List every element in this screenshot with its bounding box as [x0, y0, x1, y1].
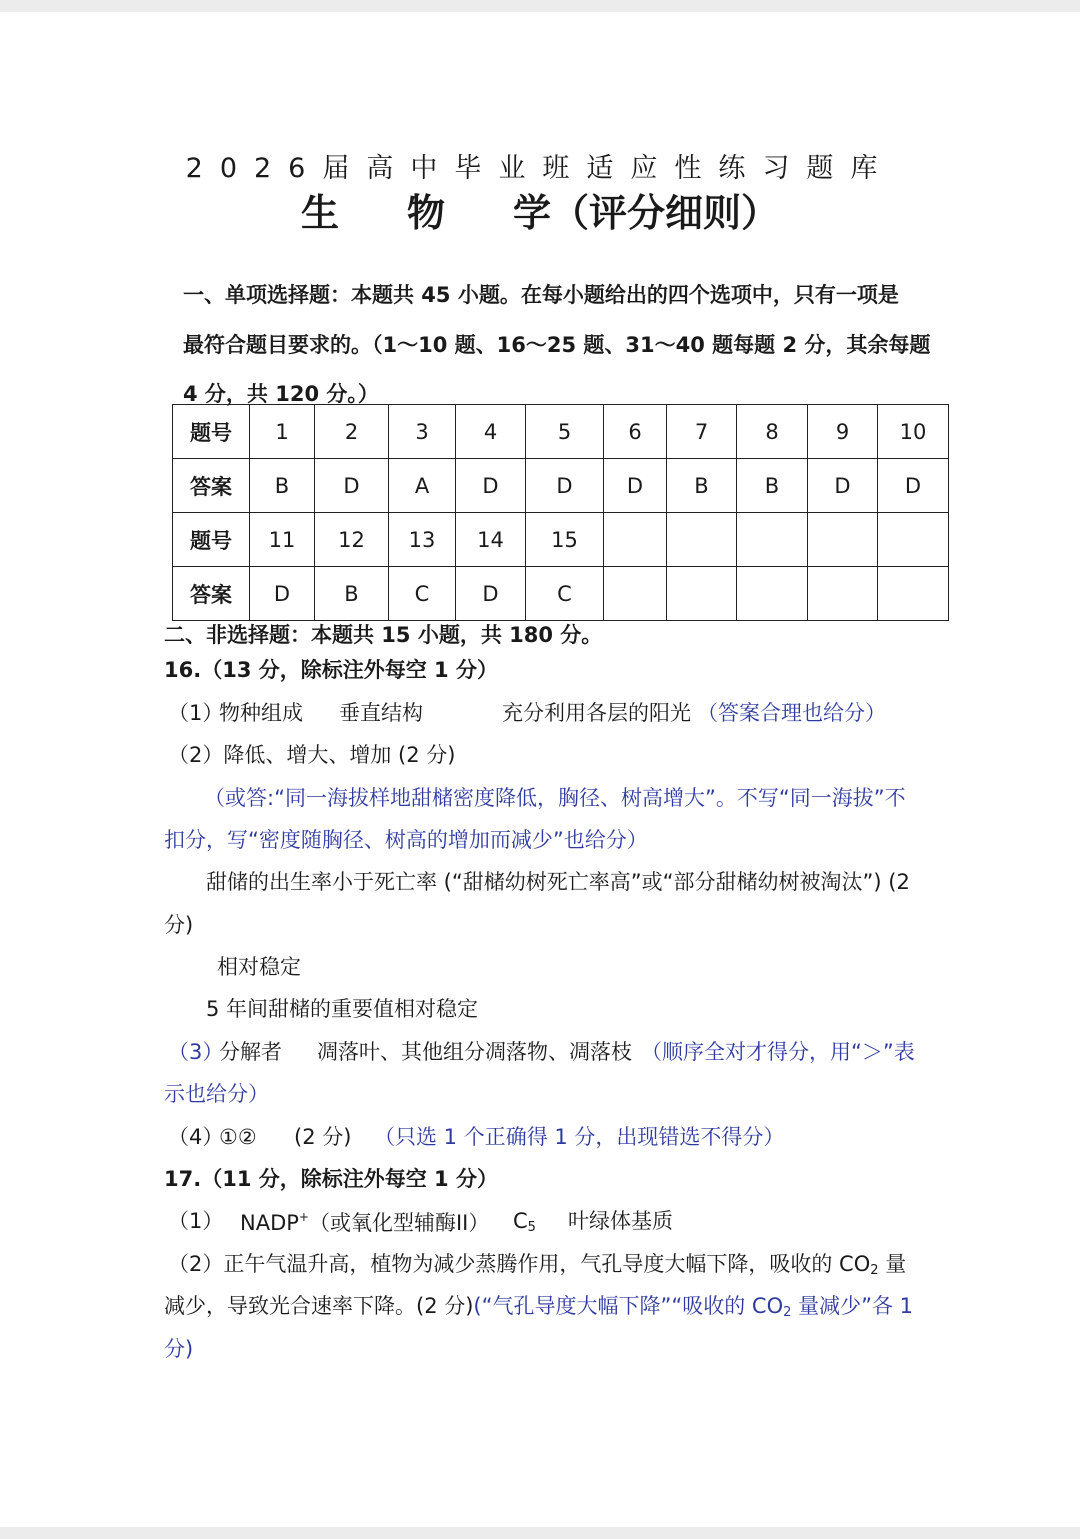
q17-part1-answer-d: 叶绿体基质: [568, 1209, 673, 1233]
q17-part2-line1-text: （2）正午气温升高，植物为减少蒸腾作用，气孔导度大幅下降，吸收的 CO: [168, 1252, 871, 1276]
q17-nadp-superscript: +: [298, 1210, 309, 1224]
exam-header: 2026届高中毕业班适应性练习题库: [185, 153, 895, 184]
q17-part2-line1: [168, 1254, 906, 1277]
q16-part3-answer-b: 凋落叶、其他组分凋落物、凋落枝: [317, 1040, 632, 1064]
question-number: 14: [456, 513, 526, 567]
q17-part2-line1-end: 量: [878, 1252, 907, 1276]
q17-nadp-text: NADP: [240, 1211, 299, 1235]
table-row: [173, 513, 949, 567]
q17-heading: 17.（11 分，除标注外每空 1 分）: [164, 1167, 498, 1191]
q16-part1-note: （答案合理也给分）: [697, 701, 886, 725]
table-row: [173, 405, 949, 459]
q16-part1-answer-c: 充分利用各层的阳光: [502, 701, 691, 725]
q17-co2-subscript: 2: [870, 1263, 879, 1278]
question-number: 8: [737, 405, 808, 459]
empty-cell: [604, 513, 667, 567]
answer-cell: C: [389, 567, 456, 621]
answer-cell: B: [315, 567, 389, 621]
question-number: 2: [315, 405, 389, 459]
q17-part2-note-line3: 分): [164, 1337, 194, 1361]
question-number: 15: [526, 513, 604, 567]
answer-cell: D: [604, 459, 667, 513]
section1-line2: 最符合题目要求的。（1～10 题、16～25 题、31～40 题每题 2 分，其余每题: [183, 333, 931, 357]
q16-part4-number: （4）: [168, 1125, 224, 1149]
q16-part1-answer-b: 垂直结构: [339, 701, 423, 725]
q16-part1-answer-a: 物种组成: [219, 701, 303, 725]
answer-cell: D: [456, 459, 526, 513]
q16-heading: 16.（13 分，除标注外每空 1 分）: [164, 658, 498, 682]
empty-cell: [667, 567, 737, 621]
answer-cell: C: [526, 567, 604, 621]
section1-line3: 4 分，共 120 分。）: [183, 382, 379, 406]
q16-part3-answer-a: 分解者: [219, 1040, 282, 1064]
q17-part1-number: （1）: [168, 1209, 224, 1233]
title-paren: （评分细则）: [551, 191, 780, 235]
empty-cell: [808, 567, 878, 621]
question-number: 11: [250, 513, 315, 567]
answer-cell: B: [667, 459, 737, 513]
question-number: 5: [526, 405, 604, 459]
q17-part1-answer-b: （或氧化型辅酶II）: [308, 1211, 490, 1235]
q17-c5-subscript: 5: [527, 1220, 536, 1235]
empty-cell: [737, 513, 808, 567]
q17-part1-answer-a: [240, 1211, 489, 1234]
answer-cell: B: [250, 459, 315, 513]
answer-cell: D: [456, 567, 526, 621]
empty-cell: [808, 513, 878, 567]
q16-part2-note-line1: （或答:“同一海拔样地甜槠密度降低，胸径、树高增大”。不写“同一海拔”不: [204, 786, 906, 810]
title-char-3: 学: [513, 191, 552, 235]
question-number: 9: [808, 405, 878, 459]
q16-part2-answer-b-line1: 甜储的出生率小于死亡率 (“甜槠幼树死亡率高”或“部分甜槠幼树被淘汰”) (2: [206, 870, 910, 894]
answer-cell: A: [389, 459, 456, 513]
q16-part3-note-line2: 示也给分）: [164, 1082, 269, 1106]
row-label-answer: 答案: [173, 567, 250, 621]
empty-cell: [737, 567, 808, 621]
q16-part4-score: (2 分): [294, 1125, 352, 1149]
empty-cell: [667, 513, 737, 567]
q16-part4-note: （只选 1 个正确得 1 分，出现错选不得分）: [374, 1125, 785, 1149]
answer-cell: D: [315, 459, 389, 513]
document-page: [0, 12, 1080, 1527]
q16-part2-note-line2: 扣分，写“密度随胸径、树高的增加而减少”也给分）: [164, 828, 648, 852]
answer-cell: D: [526, 459, 604, 513]
q16-part2-answer-c: 相对稳定: [217, 955, 301, 979]
section2-heading: 二、非选择题：本题共 15 小题，共 180 分。: [164, 623, 603, 647]
q17-c5-text: C: [513, 1209, 528, 1233]
question-number: 10: [878, 405, 949, 459]
q16-part2-answer: （2）降低、增大、增加 (2 分): [168, 743, 456, 767]
question-number: 4: [456, 405, 526, 459]
answer-table: [172, 404, 949, 621]
q17-part2-line2-text: 减少，导致光合速率下降。(2 分): [164, 1294, 474, 1318]
title-char-2: 物: [406, 191, 445, 235]
q17-part2-line2: [164, 1296, 913, 1319]
empty-cell: [878, 513, 949, 567]
question-number: 12: [315, 513, 389, 567]
empty-cell: [878, 567, 949, 621]
exam-title: [0, 192, 1080, 236]
answer-cell: B: [737, 459, 808, 513]
q16-part2-answer-b-line2: 分): [164, 913, 194, 937]
question-number: 13: [389, 513, 456, 567]
answer-cell: D: [808, 459, 878, 513]
q16-part2-answer-d: 5 年间甜槠的重要值相对稳定: [206, 997, 479, 1021]
table-row: [173, 567, 949, 621]
row-label-question: 题号: [173, 405, 250, 459]
section1-line1: 一、单项选择题：本题共 45 小题。在每小题给出的四个选项中，只有一项是: [183, 283, 899, 307]
question-number: 1: [250, 405, 315, 459]
q16-part4-answer: ①②: [219, 1125, 257, 1149]
question-number: 7: [667, 405, 737, 459]
q17-part2-note-end: 量减少”各 1: [791, 1294, 913, 1318]
q16-part3-note-line1: （顺序全对才得分，用“＞”表: [641, 1040, 915, 1064]
question-number: 6: [604, 405, 667, 459]
answer-cell: D: [878, 459, 949, 513]
q17-part2-note: [473, 1294, 913, 1318]
title-char-1: 生: [300, 191, 339, 235]
q16-part1-number: （1）: [168, 701, 224, 725]
answer-cell: D: [250, 567, 315, 621]
q17-note-co2-subscript: 2: [783, 1305, 792, 1320]
table-row: [173, 459, 949, 513]
q17-part2-note-text: (“气孔导度大幅下降”“吸收的 CO: [473, 1294, 784, 1318]
empty-cell: [604, 567, 667, 621]
question-number: 3: [389, 405, 456, 459]
row-label-question: 题号: [173, 513, 250, 567]
q16-part3-number: （3）: [168, 1040, 224, 1064]
row-label-answer: 答案: [173, 459, 250, 513]
q17-part1-answer-c: [513, 1211, 536, 1234]
